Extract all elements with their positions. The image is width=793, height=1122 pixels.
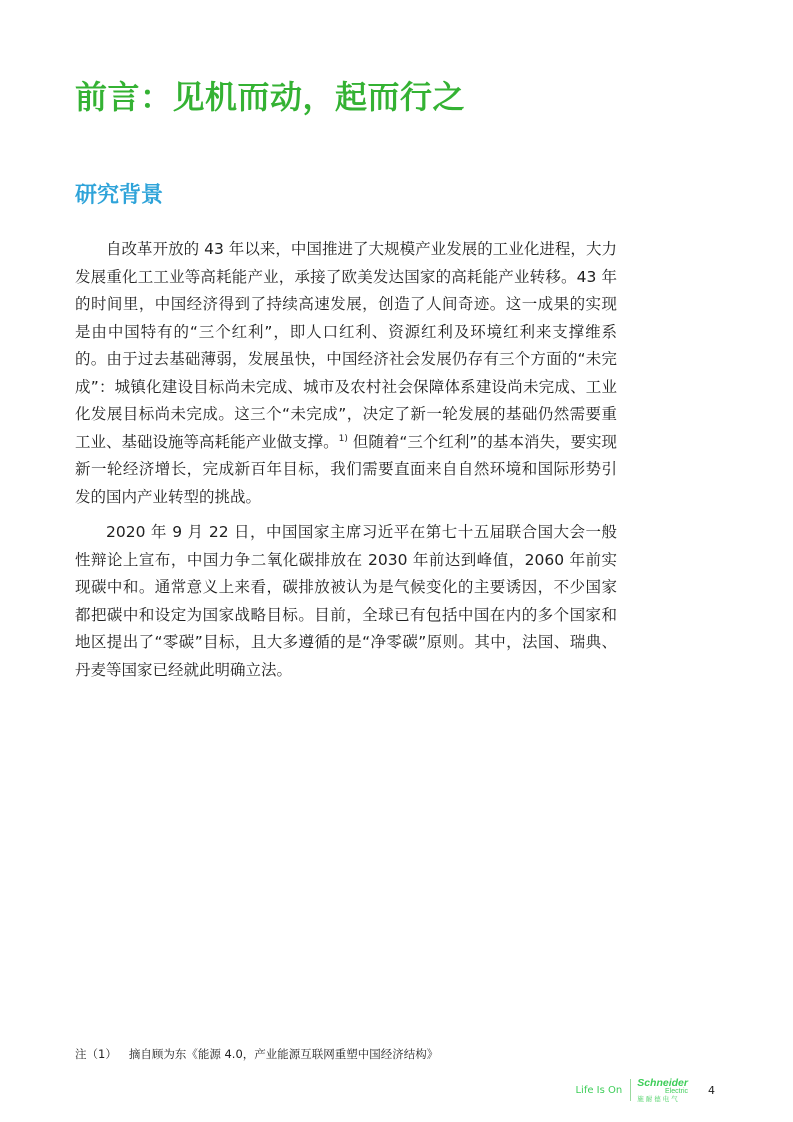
footnote-ref: 1) [338, 433, 348, 444]
page-title: 前言：见机而动，起而行之 [75, 78, 466, 116]
brand-logo [637, 1078, 688, 1103]
section-heading: 研究背景 [75, 183, 164, 208]
brand-sub: Electric [665, 1088, 688, 1095]
paragraph-1-text: 自改革开放的 43 年以来，中国推进了大规模产业发展的工业化进程，大力发展重化工工业等高耗能产业，承接了欧美发达国家的高耗能产业转移。43 年的时间里，中国经济得到了持续高速发展，创造了人间奇迹。这一成果的实现是由中国特有的“三个红利”，即人口红利、资源红利及环境红利来支撑维系的。由于过去基础薄弱，发展虽快，中国经济社会发展仍存有三个方面的“未完成”：城镇化建设目标尚未完成、城市及农村社会保障体系建设尚未完成、工业化发展目标尚未完成。这三个“未完成”，决定了新一轮发展的基础仍然需要重工业、基础设施等高耗能产业做支撑。 [75, 240, 617, 451]
footnote-label: 注（1） [75, 1047, 117, 1061]
brand-cn: 施耐德电气 [637, 1095, 680, 1103]
footer-tagline: Life Is On [575, 1084, 623, 1096]
paragraph-1-text-cont: 但随着“三个红利”的基本消失，要实现新一轮经济增长，完成新百年目标，我们需要直面来自自然环境和国际形势引发的国内产业转型的挑战。 [75, 432, 617, 506]
brand-name: Schneider [637, 1076, 688, 1089]
paragraph-2: 2020 年 9 月 22 日，中国国家主席习近平在第七十五届联合国大会一般性辩论上宣布，中国力争二氧化碳排放在 2030 年前达到峰值，2060 年前实现碳中和。通常意义上来看，碳排放被认为是气候变化的主要诱因，不少国家都把碳中和设定为国家战略目标。目前，全球已有包括中国在内的多个国家和地区提出了“零碳”目标，且大多遵循的是“净零碳”原则。其中，法国、瑞典、丹麦等国家已经就此明确立法。 [75, 523, 617, 679]
footer-divider [630, 1079, 631, 1101]
body-text [75, 236, 617, 692]
footnote [75, 1046, 438, 1062]
footnote-text: 摘自顾为东《能源 4.0，产业能源互联网重塑中国经济结构》 [128, 1047, 439, 1061]
page-number: 4 [708, 1083, 715, 1097]
page-footer [575, 1076, 715, 1104]
paragraph-1 [75, 236, 617, 511]
